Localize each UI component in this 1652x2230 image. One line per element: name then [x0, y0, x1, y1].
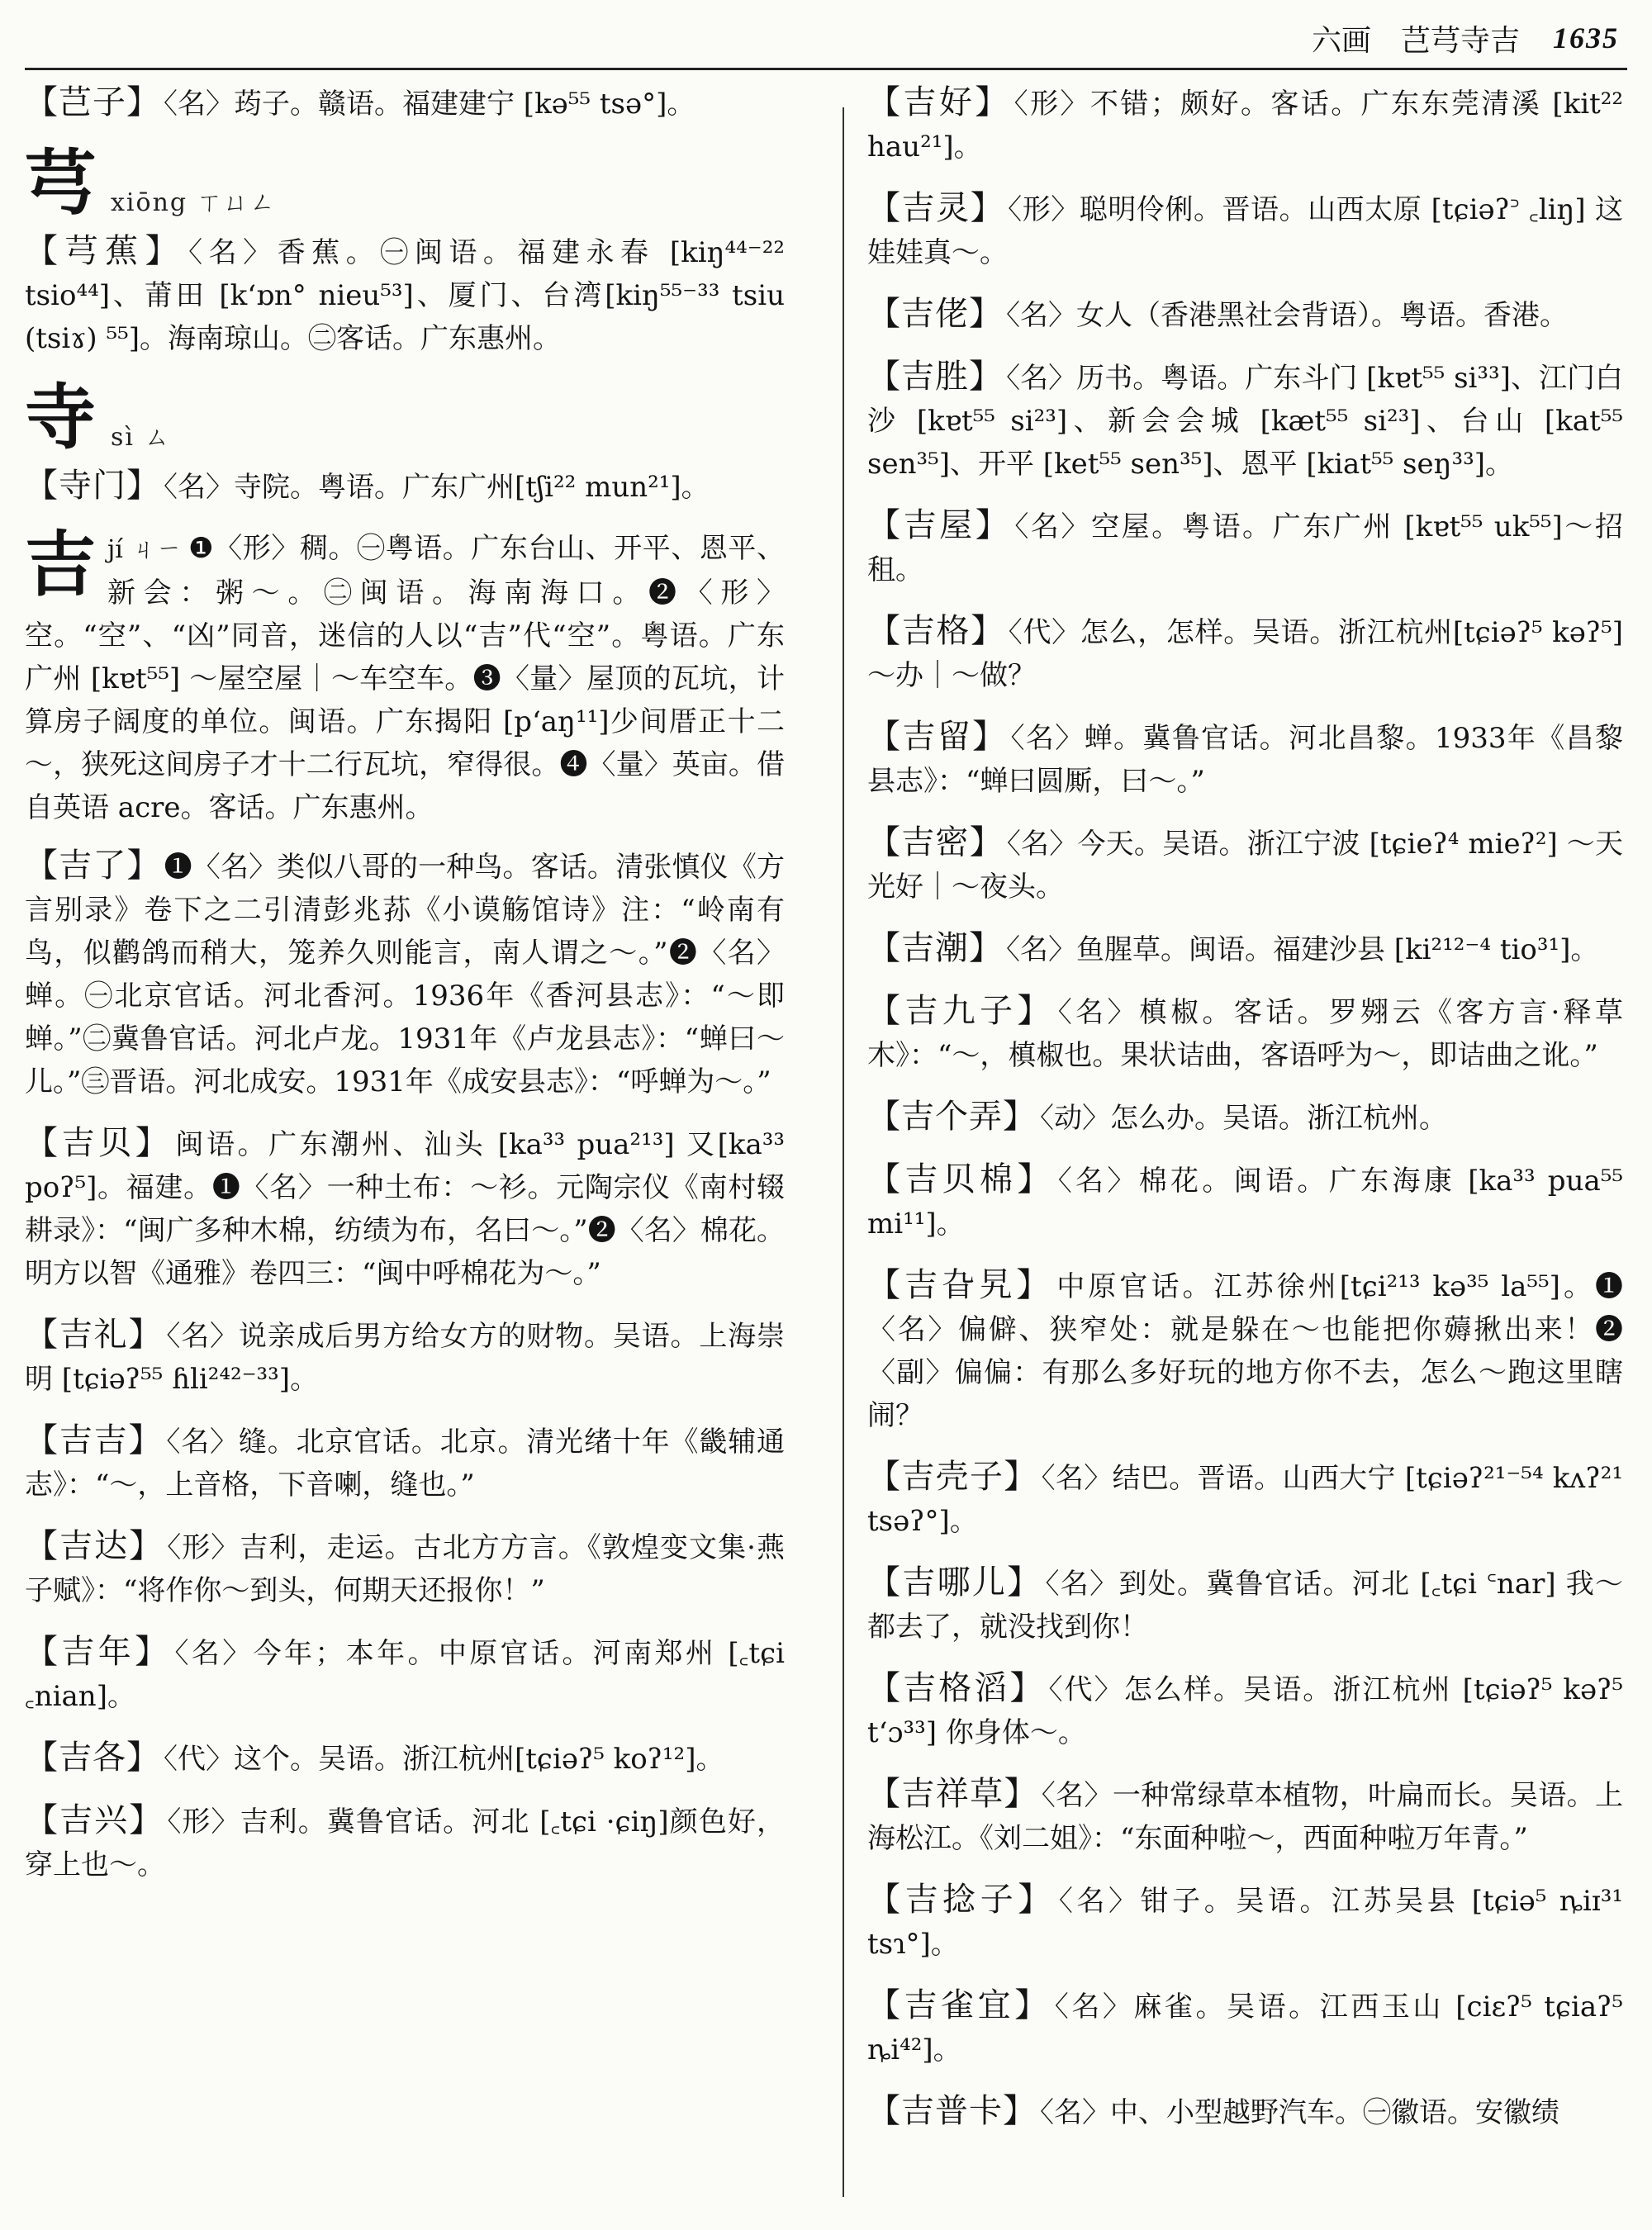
entry — [25, 1313, 785, 1401]
definition: 〈名〉寺院。粤语。广东广州[tʃi²² mun²¹]。 — [164, 471, 710, 504]
entry — [25, 1122, 785, 1295]
entry — [867, 1095, 1623, 1140]
entry — [867, 504, 1623, 591]
definition: 〈名〉棉花。闽语。广东海康 [ka³³ pua⁵⁵ mi¹¹]。 — [867, 1165, 1623, 1241]
entry — [867, 81, 1623, 168]
headword: 【吉哪儿】 — [867, 1563, 1042, 1601]
definition: 中原官话。江苏徐州[tɕi²¹³ kə³⁵ la⁵⁵]。❶〈名〉偏僻、狭窄处：就是躲在～也能把你薅揪出来！❷〈副〉偏偏：有那么多好玩的地方你不去，怎么～跑这里瞎闹？ — [867, 1270, 1623, 1432]
definition: 〈名〉钳子。吴语。江苏吴县 [tɕiə⁵ ȵiɪ³¹ tsɿ°]。 — [867, 1885, 1623, 1961]
headword: 【吉捻子】 — [867, 1881, 1056, 1919]
section-title: 六画 芑芎寺吉 — [1311, 23, 1520, 58]
headword: 【吉礼】 — [25, 1316, 164, 1354]
definition: 〈名〉香蕉。㊀闽语。福建永春 [kiŋ⁴⁴⁻²² tsio⁴⁴]、莆田 [kʻɒn° nieu⁵³]、厦门、台湾[kiŋ⁵⁵⁻³³ tsiu (tsiɤ) ⁵⁵]。海南琼山。㊁客话。广东惠州。 — [25, 236, 785, 355]
headword: 【吉贝】 — [25, 1124, 173, 1162]
definition: ❶〈名〉类似八哥的一种鸟。客话。清张慎仪《方言别录》卷下之二引清彭兆荪《小谟觞馆诗》注：“岭南有鸟，似鹳鸽而稍大，笼养久则能言，南人谓之～。”❷〈名〉蝉。㊀北京官话。河北香河。1936年《香河县志》：“～即蝉。”㊁冀鲁官话。河北卢龙。1931年《卢龙县志》：“蝉曰～儿。”㊂晋语。河北成安。1931年《成安县志》：“呼蝉为～。” — [25, 851, 785, 1098]
head-character: 芎 — [25, 141, 96, 225]
headword: 【吉密】 — [867, 823, 1004, 861]
entry — [25, 1799, 785, 1886]
entry — [867, 989, 1623, 1077]
definition: 〈名〉麻雀。吴语。江西玉山 [ciɛʔ⁵ tɕiaʔ⁵ ȵi⁴²]。 — [867, 1990, 1624, 2066]
entry — [25, 1736, 785, 1781]
headword: 【吉屋】 — [867, 506, 1012, 544]
entry — [867, 821, 1623, 909]
headword: 【吉潮】 — [867, 929, 1003, 967]
entry — [25, 464, 785, 509]
definition: 〈名〉结巴。晋语。山西大宁 [tɕiəʔ²¹⁻⁵⁴ kʌʔ²¹ tsəʔ°]。 — [867, 1462, 1623, 1538]
definition: 〈名〉蝉。冀鲁官话。河北昌黎。1933年《昌黎县志》：“蝉曰圆厮，曰～。” — [867, 722, 1624, 798]
definition: 闽语。广东潮州、汕头 [ka³³ pua²¹³] 又[ka³³ poʔ⁵]。福建。❶〈名〉一种土布：～衫。元陶宗仪《南村辍耕录》：“闽广多种木棉，纺绩为布，名曰～。”❷〈名〉棉花。明方以智《通雅》卷四三：“闽中呼棉花为～。” — [25, 1128, 785, 1290]
definition: 〈动〉怎么办。吴语。浙江杭州。 — [1040, 1102, 1447, 1135]
entry — [25, 1525, 785, 1612]
entry — [25, 844, 785, 1103]
definition: 〈代〉怎么样。吴语。浙江杭州 [tɕiəʔ⁵ kəʔ⁵ tʻɔ³³] 你身体～。 — [867, 1673, 1623, 1749]
definition: 〈名〉中、小型越野汽车。㊀徽语。安徽绩 — [1040, 2096, 1559, 2129]
head-character: 吉 — [25, 523, 96, 606]
definition: 〈形〉吉利，走运。古北方方言。《敦煌变文集·燕子赋》：“将作你～到头，何期天还报你！” — [25, 1531, 785, 1607]
definition: 〈代〉这个。吴语。浙江杭州[tɕiəʔ⁵ koʔ¹²]。 — [164, 1743, 724, 1776]
headword: 【吉九子】 — [867, 992, 1055, 1030]
entry — [867, 1455, 1623, 1543]
entry — [867, 1667, 1623, 1754]
headword: 【吉壳子】 — [867, 1458, 1038, 1496]
headword: 【吉个弄】 — [867, 1098, 1037, 1136]
headword: 【吉达】 — [25, 1527, 164, 1565]
entry — [867, 1878, 1623, 1966]
pinyin: xiōng ㄒㄩㄥ — [111, 188, 277, 217]
definition: 〈名〉空屋。粤语。广东广州 [kɐt⁵⁵ uk⁵⁵]～招租。 — [867, 510, 1623, 586]
definition: 〈形〉不错；颇好。客话。广东东莞清溪 [kit²² hau²¹]。 — [867, 88, 1623, 164]
entry — [25, 230, 785, 360]
definition: ❶〈形〉稠。㊀粤语。广东台山、开平、恩平、新会：粥～。㊁闽语。海南海口。❷〈形〉空。“空”、“凶”同音，迷信的人以“吉”代“空”。粤语。广东广州 [kɐt⁵⁵] ～屋空屋｜～车空车。❸〈量〉屋顶的瓦坑，计算房子阔度的单位。闽语。广东揭阳 [pʻaŋ¹¹]少间厝正十二～，狭死这间房子才十二行瓦坑，窄得很。❹〈量〉英亩。借自英语 acre。客话。广东惠州。 — [25, 532, 785, 824]
headword: 【寺门】 — [25, 467, 160, 505]
entry — [867, 1772, 1623, 1860]
page-header — [33, 12, 1619, 64]
left-column — [25, 81, 785, 1905]
column-divider — [843, 107, 844, 2197]
entry — [25, 1630, 785, 1718]
char-heading — [25, 378, 785, 458]
definition: 〈代〉怎么，怎样。吴语。浙江杭州[tɕiəʔ⁵ kəʔ⁵] ～办｜～做？ — [867, 616, 1623, 692]
entry — [25, 1419, 785, 1506]
headword: 【吉佬】 — [867, 295, 1003, 333]
headword: 【吉格】 — [867, 612, 1005, 650]
headword: 【吉留】 — [867, 718, 1008, 756]
definition: 〈名〉鱼腥草。闽语。福建沙县 [ki²¹²⁻⁴ tio³¹]。 — [1006, 933, 1599, 966]
headword: 【吉雀宜】 — [867, 1986, 1051, 2024]
definition: 〈名〉今天。吴语。浙江宁波 [tɕieʔ⁴ mieʔ²] ～天光好｜～夜头。 — [867, 828, 1624, 904]
entry — [867, 355, 1623, 486]
entry — [867, 1984, 1623, 2071]
definition: 〈名〉说亲成后男方给女方的财物。吴语。上海崇明 [tɕiəʔ⁵⁵ ɦli²⁴²⁻³³]。 — [25, 1320, 786, 1396]
headword: 【芑子】 — [25, 83, 160, 121]
pinyin: sì ㄙ — [111, 423, 171, 452]
header-rule — [25, 68, 1627, 70]
right-column — [867, 81, 1623, 2152]
headword: 【吉各】 — [25, 1739, 160, 1777]
headword: 【吉好】 — [867, 83, 1011, 121]
entry — [867, 292, 1623, 337]
entry — [867, 610, 1623, 697]
char-heading — [25, 141, 785, 225]
headword: 【吉胜】 — [867, 358, 1004, 396]
headword: 【吉旮旯】 — [867, 1266, 1054, 1304]
head-character: 寺 — [25, 376, 96, 459]
headword: 【吉灵】 — [867, 189, 1005, 227]
pinyin: jí ㄐㄧ — [107, 535, 183, 564]
definition: 〈名〉女人（香港黑社会背语）。粤语。香港。 — [1006, 299, 1568, 332]
definition: 〈名〉历书。粤语。广东斗门 [kɐt⁵⁵ si³³]、江门白沙 [kɐt⁵⁵ si²³]、新会会城 [kæt⁵⁵ si²³]、台山 [kat⁵⁵ sen³⁵]、开平 [ket⁵⁵ sen³⁵]、恩平 [kiat⁵⁵ seŋ³³]。 — [867, 362, 1624, 481]
definition: 〈名〉一种常绿草本植物，叶扁而长。吴语。上海松江。《刘二姐》：“东面种啦～，西面种啦万年青。” — [867, 1779, 1624, 1855]
headword: 【吉了】 — [25, 847, 161, 885]
headword: 【吉吉】 — [25, 1421, 164, 1459]
headword: 【吉祥草】 — [867, 1775, 1038, 1813]
page-number: 1635 — [1553, 21, 1619, 55]
headword: 【吉格滔】 — [867, 1669, 1046, 1707]
entry — [867, 1264, 1623, 1437]
entry — [867, 927, 1623, 971]
definition: 〈形〉吉利。冀鲁官话。河北 [꜀tɕi ·ɕiŋ]颜色好，穿上也～。 — [25, 1805, 786, 1881]
headword: 【吉普卡】 — [867, 2092, 1037, 2130]
headword: 【吉年】 — [25, 1633, 172, 1671]
char-entry — [25, 523, 785, 829]
definition: 〈名〉荺子。赣语。福建建宁 [kə⁵⁵ tsə°]。 — [164, 88, 695, 121]
entry — [867, 2090, 1623, 2134]
definition: 〈形〉聪明伶俐。晋语。山西太原 [tɕiəʔ꜄ ꜀liŋ] 这娃娃真～。 — [867, 193, 1623, 269]
definition: 〈名〉今年；本年。中原官话。河南郑州 [꜀tɕi ꜀nian]。 — [25, 1637, 786, 1713]
definition: 〈名〉缝。北京官话。北京。清光绪十年《畿辅通志》：“～，上音格，下音喇，缝也。” — [25, 1426, 786, 1502]
headword: 【吉贝棉】 — [867, 1160, 1055, 1198]
headword: 【芎蕉】 — [25, 232, 186, 270]
headword: 【吉兴】 — [25, 1801, 164, 1839]
definition: 〈名〉槙椒。客话。罗翙云《客方言·释草木》：“～，槙椒也。果状诘曲，客语呼为～，即诘曲之讹。” — [867, 996, 1623, 1072]
entry — [867, 715, 1623, 803]
entry — [867, 1158, 1623, 1245]
entry — [867, 1561, 1623, 1649]
entry — [25, 81, 785, 126]
entry — [867, 187, 1623, 274]
definition: 〈名〉到处。冀鲁官话。河北 [꜀tɕi ꜂nar] 我～都去了，就没找到你！ — [867, 1568, 1623, 1644]
